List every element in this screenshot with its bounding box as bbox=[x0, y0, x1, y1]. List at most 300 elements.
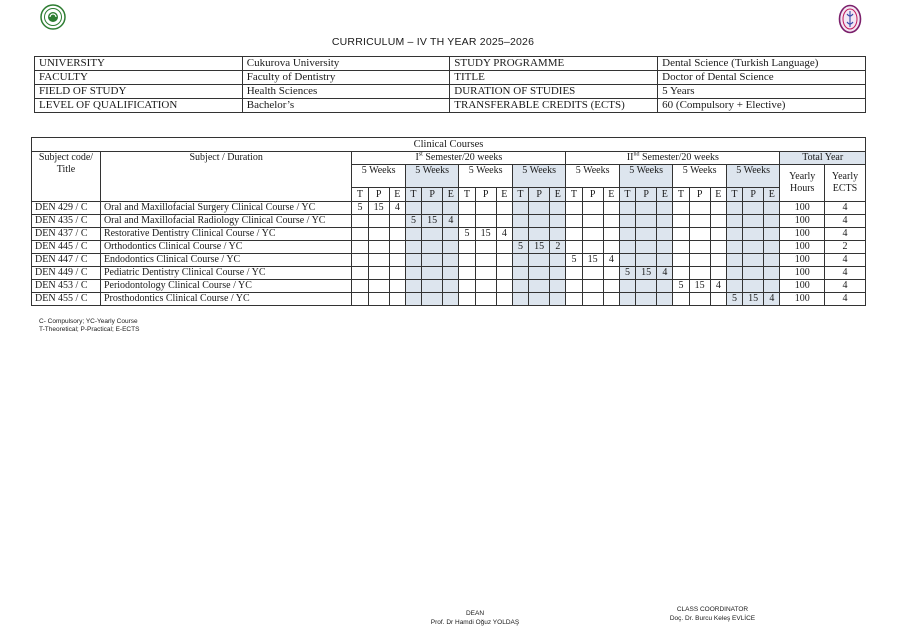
tpe-header-cell: E bbox=[764, 188, 780, 202]
schedule-cell bbox=[636, 293, 657, 306]
schedule-cell bbox=[389, 267, 405, 280]
schedule-cell bbox=[352, 215, 368, 228]
schedule-cell bbox=[566, 202, 582, 215]
schedule-cell bbox=[710, 241, 726, 254]
schedule-cell bbox=[764, 267, 780, 280]
schedule-value-p: 15 bbox=[529, 241, 550, 254]
schedule-cell bbox=[582, 241, 603, 254]
info-value-cell: Faculty of Dentistry bbox=[242, 71, 450, 85]
second-semester-header-ordinal: nd bbox=[633, 151, 640, 158]
schedule-cell bbox=[673, 267, 689, 280]
yearly-hours: 100 bbox=[780, 241, 825, 254]
schedule-value-e: 4 bbox=[603, 254, 619, 267]
schedule-cell bbox=[529, 228, 550, 241]
schedule-cell bbox=[550, 202, 566, 215]
coordinator-name: Doç. Dr. Burcu Keleş EVLİCE bbox=[669, 615, 756, 622]
schedule-cell bbox=[764, 280, 780, 293]
course-row bbox=[32, 215, 866, 228]
schedule-value-p: 15 bbox=[689, 280, 710, 293]
programme-info-table bbox=[34, 56, 866, 113]
schedule-cell bbox=[512, 293, 528, 306]
schedule-cell bbox=[710, 293, 726, 306]
course-row bbox=[32, 228, 866, 241]
yearly-ects-header: Yearly ECTS bbox=[825, 165, 866, 202]
schedule-cell bbox=[475, 241, 496, 254]
schedule-value-e: 4 bbox=[710, 280, 726, 293]
schedule-cell bbox=[368, 215, 389, 228]
tpe-header-cell: P bbox=[422, 188, 443, 202]
schedule-cell bbox=[743, 202, 764, 215]
tpe-header-cell: T bbox=[673, 188, 689, 202]
schedule-cell bbox=[443, 267, 459, 280]
five-weeks-block-header: 5 Weeks bbox=[619, 165, 673, 188]
five-weeks-block-header: 5 Weeks bbox=[405, 165, 459, 188]
schedule-cell bbox=[673, 241, 689, 254]
tpe-header-cell: T bbox=[619, 188, 635, 202]
page-title: CURRICULUM – IV TH YEAR 2025–2026 bbox=[331, 36, 535, 48]
tpe-header-cell: T bbox=[566, 188, 582, 202]
schedule-cell bbox=[550, 267, 566, 280]
schedule-cell bbox=[743, 241, 764, 254]
schedule-cell bbox=[566, 215, 582, 228]
dean-signature-block bbox=[410, 609, 540, 627]
schedule-cell bbox=[673, 254, 689, 267]
info-value-cell: Cukurova University bbox=[242, 57, 450, 71]
tpe-header-cell: E bbox=[389, 188, 405, 202]
course-code: DEN 435 / C bbox=[32, 215, 101, 228]
second-semester-header-label: Semester/20 weeks bbox=[639, 152, 719, 163]
schedule-cell bbox=[582, 215, 603, 228]
schedule-cell bbox=[710, 202, 726, 215]
schedule-cell bbox=[743, 267, 764, 280]
course-title: Pediatric Dentistry Clinical Course / YC bbox=[100, 267, 351, 280]
schedule-cell bbox=[566, 228, 582, 241]
schedule-cell bbox=[352, 241, 368, 254]
schedule-cell bbox=[636, 215, 657, 228]
legend-line-compulsory: C- Compulsory; YC-Yearly Course bbox=[39, 318, 138, 325]
schedule-cell bbox=[710, 254, 726, 267]
course-title: Oral and Maxillofacial Surgery Clinical Course / YC bbox=[100, 202, 351, 215]
schedule-cell bbox=[619, 241, 635, 254]
subject-code-header: Subject code/ Title bbox=[32, 152, 101, 202]
schedule-cell bbox=[459, 215, 475, 228]
info-value-cell: Doctor of Dental Science bbox=[658, 71, 866, 85]
tpe-header-cell: T bbox=[459, 188, 475, 202]
tpe-header-cell: P bbox=[743, 188, 764, 202]
schedule-cell bbox=[726, 241, 742, 254]
schedule-cell bbox=[512, 267, 528, 280]
schedule-cell bbox=[710, 267, 726, 280]
schedule-cell bbox=[475, 215, 496, 228]
schedule-cell bbox=[405, 241, 421, 254]
schedule-cell bbox=[352, 293, 368, 306]
schedule-cell bbox=[368, 267, 389, 280]
schedule-cell bbox=[710, 215, 726, 228]
schedule-cell bbox=[368, 280, 389, 293]
schedule-cell bbox=[529, 293, 550, 306]
info-label-cell: FACULTY bbox=[35, 71, 243, 85]
tpe-header-cell: T bbox=[512, 188, 528, 202]
info-label-cell: DURATION OF STUDIES bbox=[450, 85, 658, 99]
schedule-cell bbox=[764, 241, 780, 254]
schedule-cell bbox=[459, 241, 475, 254]
schedule-cell bbox=[657, 228, 673, 241]
schedule-cell bbox=[443, 280, 459, 293]
schedule-cell bbox=[566, 267, 582, 280]
schedule-cell bbox=[496, 241, 512, 254]
tpe-header-cell: P bbox=[368, 188, 389, 202]
schedule-cell bbox=[389, 254, 405, 267]
course-code: DEN 437 / C bbox=[32, 228, 101, 241]
info-label-cell: TRANSFERABLE CREDITS (ECTS) bbox=[450, 99, 658, 113]
schedule-cell bbox=[764, 215, 780, 228]
schedule-value-p: 15 bbox=[422, 215, 443, 228]
semester-header-row bbox=[32, 152, 866, 165]
schedule-cell bbox=[443, 254, 459, 267]
schedule-cell bbox=[603, 241, 619, 254]
schedule-value-t: 5 bbox=[673, 280, 689, 293]
schedule-cell bbox=[512, 254, 528, 267]
schedule-cell bbox=[443, 202, 459, 215]
schedule-cell bbox=[368, 241, 389, 254]
five-weeks-block-header: 5 Weeks bbox=[566, 165, 620, 188]
schedule-cell bbox=[619, 215, 635, 228]
schedule-cell bbox=[443, 241, 459, 254]
schedule-cell bbox=[710, 228, 726, 241]
schedule-cell bbox=[368, 293, 389, 306]
schedule-cell bbox=[389, 228, 405, 241]
schedule-cell bbox=[352, 280, 368, 293]
schedule-cell bbox=[422, 293, 443, 306]
schedule-cell bbox=[496, 267, 512, 280]
info-label-cell: UNIVERSITY bbox=[35, 57, 243, 71]
yearly-hours: 100 bbox=[780, 280, 825, 293]
schedule-cell bbox=[496, 202, 512, 215]
five-weeks-block-header: 5 Weeks bbox=[352, 165, 406, 188]
course-title: Restorative Dentistry Clinical Course / YC bbox=[100, 228, 351, 241]
schedule-cell bbox=[422, 280, 443, 293]
course-row bbox=[32, 202, 866, 215]
schedule-cell bbox=[673, 228, 689, 241]
schedule-cell bbox=[475, 293, 496, 306]
tpe-header-cell: T bbox=[352, 188, 368, 202]
info-label-cell: STUDY PROGRAMME bbox=[450, 57, 658, 71]
schedule-cell bbox=[512, 228, 528, 241]
caption-row bbox=[32, 138, 866, 152]
schedule-cell bbox=[389, 280, 405, 293]
schedule-cell bbox=[619, 280, 635, 293]
schedule-value-t: 5 bbox=[352, 202, 368, 215]
schedule-value-p: 15 bbox=[368, 202, 389, 215]
yearly-ects: 2 bbox=[825, 241, 866, 254]
schedule-cell bbox=[636, 228, 657, 241]
total-year-header: Total Year bbox=[780, 152, 866, 165]
clinical-courses-table bbox=[31, 137, 866, 306]
schedule-cell bbox=[619, 202, 635, 215]
yearly-hours-header: Yearly Hours bbox=[780, 165, 825, 202]
schedule-cell bbox=[550, 254, 566, 267]
schedule-cell bbox=[368, 254, 389, 267]
info-value-cell: 5 Years bbox=[658, 85, 866, 99]
course-code: DEN 445 / C bbox=[32, 241, 101, 254]
schedule-cell bbox=[496, 280, 512, 293]
course-title: Oral and Maxillofacial Radiology Clinical Course / YC bbox=[100, 215, 351, 228]
schedule-cell bbox=[529, 202, 550, 215]
schedule-cell bbox=[529, 267, 550, 280]
schedule-cell bbox=[689, 228, 710, 241]
tpe-header-cell: P bbox=[529, 188, 550, 202]
yearly-ects: 4 bbox=[825, 267, 866, 280]
schedule-value-t: 5 bbox=[405, 215, 421, 228]
five-weeks-block-header: 5 Weeks bbox=[673, 165, 727, 188]
schedule-cell bbox=[512, 280, 528, 293]
schedule-cell bbox=[566, 241, 582, 254]
schedule-cell bbox=[475, 280, 496, 293]
schedule-cell bbox=[422, 267, 443, 280]
schedule-cell bbox=[368, 228, 389, 241]
schedule-cell bbox=[422, 228, 443, 241]
schedule-cell bbox=[603, 280, 619, 293]
faculty-emblem-logo bbox=[838, 4, 862, 34]
schedule-cell bbox=[582, 228, 603, 241]
info-row bbox=[35, 71, 866, 85]
course-title: Periodontology Clinical Course / YC bbox=[100, 280, 351, 293]
schedule-cell bbox=[603, 293, 619, 306]
yearly-hours: 100 bbox=[780, 202, 825, 215]
yearly-hours: 100 bbox=[780, 254, 825, 267]
schedule-cell bbox=[422, 202, 443, 215]
schedule-value-p: 15 bbox=[582, 254, 603, 267]
schedule-cell bbox=[726, 215, 742, 228]
schedule-cell bbox=[405, 280, 421, 293]
schedule-value-p: 15 bbox=[743, 293, 764, 306]
schedule-cell bbox=[512, 215, 528, 228]
schedule-value-e: 4 bbox=[389, 202, 405, 215]
tpe-header-cell: P bbox=[636, 188, 657, 202]
schedule-cell bbox=[459, 267, 475, 280]
tpe-header-cell: E bbox=[710, 188, 726, 202]
course-row bbox=[32, 280, 866, 293]
dean-name: Prof. Dr Hamdi Oğuz YOLDAŞ bbox=[430, 619, 520, 626]
schedule-cell bbox=[619, 228, 635, 241]
schedule-cell bbox=[389, 293, 405, 306]
course-row bbox=[32, 267, 866, 280]
schedule-cell bbox=[603, 267, 619, 280]
first-semester-header-num: I bbox=[415, 152, 419, 163]
schedule-value-e: 4 bbox=[764, 293, 780, 306]
schedule-cell bbox=[689, 293, 710, 306]
coordinator-signature-block bbox=[650, 605, 775, 623]
schedule-value-p: 15 bbox=[636, 267, 657, 280]
schedule-cell bbox=[726, 267, 742, 280]
tpe-header-cell: P bbox=[582, 188, 603, 202]
legend-line-tpe: T-Theoretical; P-Practical; E-ECTS bbox=[39, 326, 140, 333]
yearly-hours: 100 bbox=[780, 293, 825, 306]
schedule-cell bbox=[459, 254, 475, 267]
schedule-cell bbox=[389, 241, 405, 254]
schedule-cell bbox=[405, 254, 421, 267]
second-semester-header-num: II bbox=[626, 152, 634, 163]
info-label-cell: TITLE bbox=[450, 71, 658, 85]
tpe-header-cell: P bbox=[475, 188, 496, 202]
schedule-cell bbox=[443, 228, 459, 241]
schedule-cell bbox=[512, 202, 528, 215]
schedule-cell bbox=[657, 202, 673, 215]
yearly-hours: 100 bbox=[780, 215, 825, 228]
schedule-cell bbox=[529, 215, 550, 228]
schedule-cell bbox=[673, 202, 689, 215]
schedule-cell bbox=[603, 228, 619, 241]
schedule-cell bbox=[657, 215, 673, 228]
tpe-header-cell: E bbox=[603, 188, 619, 202]
schedule-cell bbox=[743, 254, 764, 267]
first-semester-header-ordinal: st bbox=[418, 151, 423, 158]
schedule-value-e: 2 bbox=[550, 241, 566, 254]
schedule-cell bbox=[459, 280, 475, 293]
schedule-cell bbox=[405, 267, 421, 280]
schedule-cell bbox=[657, 280, 673, 293]
first-semester-header bbox=[352, 152, 566, 165]
course-title: Prosthodontics Clinical Course / YC bbox=[100, 293, 351, 306]
schedule-cell bbox=[582, 280, 603, 293]
schedule-cell bbox=[422, 254, 443, 267]
info-value-cell: Bachelor’s bbox=[242, 99, 450, 113]
course-code: DEN 453 / C bbox=[32, 280, 101, 293]
schedule-cell bbox=[389, 215, 405, 228]
legend-notes bbox=[39, 318, 139, 334]
schedule-value-e: 4 bbox=[496, 228, 512, 241]
yearly-ects: 4 bbox=[825, 254, 866, 267]
info-value-cell: Health Sciences bbox=[242, 85, 450, 99]
yearly-ects: 4 bbox=[825, 202, 866, 215]
yearly-hours: 100 bbox=[780, 228, 825, 241]
tpe-header-cell: E bbox=[550, 188, 566, 202]
schedule-cell bbox=[743, 215, 764, 228]
schedule-cell bbox=[352, 254, 368, 267]
schedule-value-t: 5 bbox=[566, 254, 582, 267]
schedule-cell bbox=[582, 267, 603, 280]
schedule-cell bbox=[582, 293, 603, 306]
schedule-cell bbox=[603, 215, 619, 228]
schedule-cell bbox=[673, 215, 689, 228]
schedule-cell bbox=[764, 202, 780, 215]
schedule-cell bbox=[603, 202, 619, 215]
table-caption: Clinical Courses bbox=[32, 138, 866, 152]
tpe-header-cell: E bbox=[443, 188, 459, 202]
info-row bbox=[35, 85, 866, 99]
schedule-cell bbox=[352, 267, 368, 280]
five-weeks-block-header: 5 Weeks bbox=[726, 165, 780, 188]
five-weeks-block-header: 5 Weeks bbox=[512, 165, 566, 188]
schedule-value-t: 5 bbox=[459, 228, 475, 241]
yearly-hours: 100 bbox=[780, 267, 825, 280]
course-code: DEN 449 / C bbox=[32, 267, 101, 280]
schedule-cell bbox=[657, 293, 673, 306]
schedule-cell bbox=[566, 280, 582, 293]
yearly-ects: 4 bbox=[825, 293, 866, 306]
schedule-cell bbox=[689, 267, 710, 280]
schedule-value-t: 5 bbox=[512, 241, 528, 254]
info-value-cell: 60 (Compulsory + Elective) bbox=[658, 99, 866, 113]
course-row bbox=[32, 254, 866, 267]
schedule-cell bbox=[657, 241, 673, 254]
info-label-cell: LEVEL OF QUALIFICATION bbox=[35, 99, 243, 113]
yearly-ects: 4 bbox=[825, 280, 866, 293]
schedule-cell bbox=[496, 215, 512, 228]
schedule-cell bbox=[619, 293, 635, 306]
schedule-cell bbox=[726, 280, 742, 293]
university-seal-logo bbox=[40, 4, 66, 30]
course-title: Endodontics Clinical Course / YC bbox=[100, 254, 351, 267]
coordinator-title: CLASS COORDINATOR bbox=[676, 606, 749, 613]
schedule-cell bbox=[743, 280, 764, 293]
schedule-cell bbox=[689, 241, 710, 254]
schedule-cell bbox=[657, 254, 673, 267]
schedule-value-e: 4 bbox=[443, 215, 459, 228]
schedule-cell bbox=[636, 202, 657, 215]
schedule-value-t: 5 bbox=[619, 267, 635, 280]
course-code: DEN 447 / C bbox=[32, 254, 101, 267]
info-value-cell: Dental Science (Turkish Language) bbox=[658, 57, 866, 71]
schedule-cell bbox=[352, 228, 368, 241]
schedule-cell bbox=[529, 254, 550, 267]
five-weeks-block-header: 5 Weeks bbox=[459, 165, 513, 188]
course-row bbox=[32, 293, 866, 306]
schedule-cell bbox=[726, 228, 742, 241]
schedule-value-t: 5 bbox=[726, 293, 742, 306]
schedule-cell bbox=[689, 202, 710, 215]
tpe-header-cell: T bbox=[726, 188, 742, 202]
schedule-cell bbox=[475, 202, 496, 215]
schedule-cell bbox=[475, 254, 496, 267]
schedule-cell bbox=[636, 280, 657, 293]
schedule-cell bbox=[619, 254, 635, 267]
course-code: DEN 429 / C bbox=[32, 202, 101, 215]
schedule-value-e: 4 bbox=[657, 267, 673, 280]
schedule-cell bbox=[726, 254, 742, 267]
schedule-cell bbox=[743, 228, 764, 241]
schedule-cell bbox=[726, 202, 742, 215]
schedule-cell bbox=[764, 228, 780, 241]
schedule-cell bbox=[636, 254, 657, 267]
schedule-cell bbox=[764, 254, 780, 267]
info-row bbox=[35, 57, 866, 71]
info-row bbox=[35, 99, 866, 113]
schedule-cell bbox=[496, 293, 512, 306]
tpe-header-cell: E bbox=[657, 188, 673, 202]
tpe-header-cell: E bbox=[496, 188, 512, 202]
schedule-cell bbox=[422, 241, 443, 254]
schedule-value-p: 15 bbox=[475, 228, 496, 241]
yearly-ects: 4 bbox=[825, 228, 866, 241]
tpe-header-cell: P bbox=[689, 188, 710, 202]
schedule-cell bbox=[550, 293, 566, 306]
course-row bbox=[32, 241, 866, 254]
schedule-cell bbox=[443, 293, 459, 306]
schedule-cell bbox=[673, 293, 689, 306]
schedule-cell bbox=[689, 254, 710, 267]
schedule-cell bbox=[459, 293, 475, 306]
schedule-cell bbox=[689, 215, 710, 228]
schedule-cell bbox=[566, 293, 582, 306]
first-semester-header-label: Semester/20 weeks bbox=[422, 152, 503, 163]
schedule-cell bbox=[496, 254, 512, 267]
tpe-header-cell: T bbox=[405, 188, 421, 202]
yearly-ects: 4 bbox=[825, 215, 866, 228]
schedule-cell bbox=[582, 202, 603, 215]
course-title: Orthodontics Clinical Course / YC bbox=[100, 241, 351, 254]
course-code: DEN 455 / C bbox=[32, 293, 101, 306]
